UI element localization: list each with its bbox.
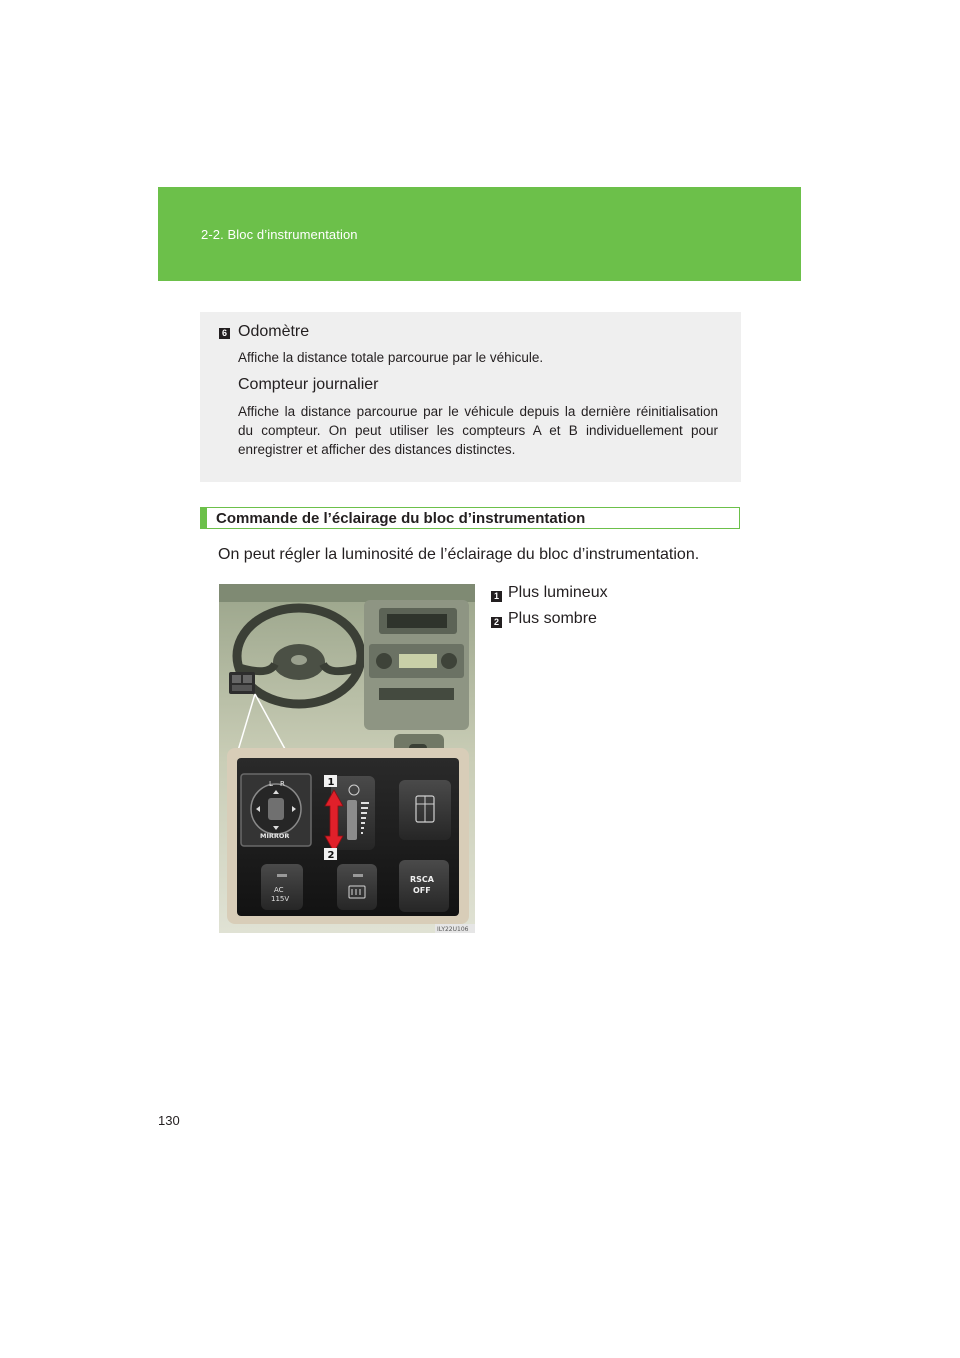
legend-badge-1: 1 xyxy=(491,591,502,602)
badge-6: 6 xyxy=(219,328,230,339)
dashboard-illustration xyxy=(219,584,475,933)
intro-text: On peut régler la luminosité de l’éclairage du bloc d’instrumentation. xyxy=(218,546,700,563)
callout-1: 1 xyxy=(327,777,335,788)
mirror-label: MIRROR xyxy=(260,832,290,840)
section-title: Commande de l’éclairage du bloc d’instrumentation xyxy=(216,510,586,527)
image-code: ILY22U106 xyxy=(437,926,469,933)
defogger-button xyxy=(337,864,377,910)
mirror-l-label: L xyxy=(269,780,273,788)
callout-2: 2 xyxy=(327,850,335,861)
windshield xyxy=(219,584,475,602)
ac-volts-label: 115V xyxy=(271,895,290,903)
ac-115v-button xyxy=(261,864,303,910)
rsca-label: RSCA xyxy=(410,875,434,884)
mirror-r-label: R xyxy=(280,780,285,788)
section-breadcrumb: 2-2. Bloc d’instrumentation xyxy=(201,227,358,242)
trip-desc: Affiche la distance parcourue par le véhicule depuis la dernière réinitialisation du compteur. On peut utiliser les compteurs A et B individuellement pour enregistrer et afficher des distances distinctes. xyxy=(238,404,718,457)
info-box xyxy=(200,312,741,482)
section-heading-bar xyxy=(201,508,207,528)
section-heading xyxy=(200,507,740,529)
left-switch-cluster xyxy=(229,672,255,694)
header-band xyxy=(158,187,801,281)
trip-title: Compteur journalier xyxy=(238,376,379,393)
ac-label: AC xyxy=(274,886,284,894)
mirror-control xyxy=(241,774,311,846)
odometer-desc: Affiche la distance totale parcourue par le véhicule. xyxy=(238,350,544,365)
legend-badge-2: 2 xyxy=(491,617,502,628)
rsca-off-label: OFF xyxy=(413,886,431,895)
odometer-title: Odomètre xyxy=(238,323,310,340)
page-number: 130 xyxy=(158,1113,180,1128)
rsca-off-button xyxy=(399,860,449,912)
legend-label-2: Plus sombre xyxy=(508,610,597,627)
legend-label-1: Plus lumineux xyxy=(508,584,608,601)
four-wheel-drive-button xyxy=(399,780,451,840)
